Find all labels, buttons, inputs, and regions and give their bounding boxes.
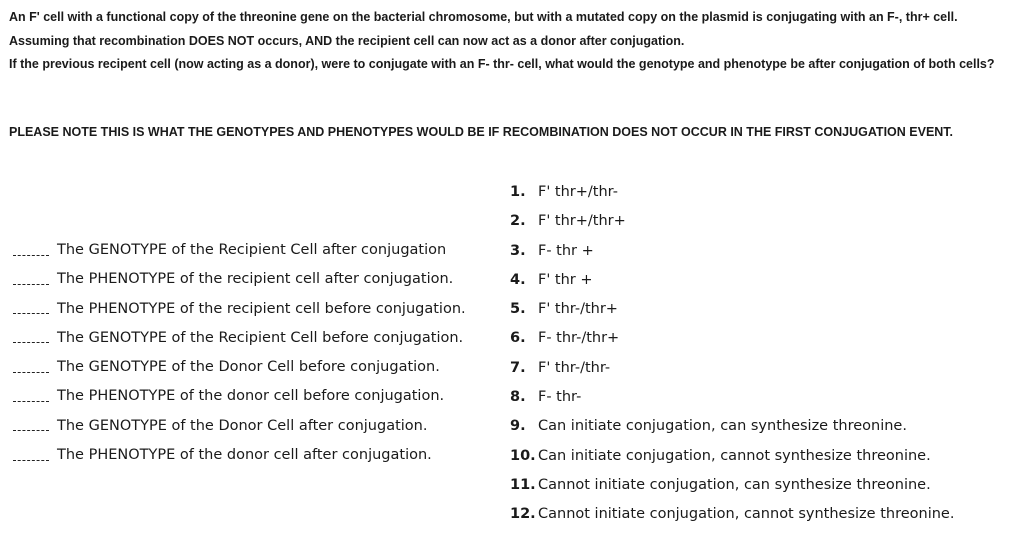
prompt-row [13,412,493,441]
option-item [510,442,1015,471]
prompt-row [13,236,493,265]
option-text: Cannot initiate conjugation, can synthesize threonine. [538,476,931,493]
prompt-label: The PHENOTYPE of the recipient cell after conjugation. [57,271,454,288]
prompt-label: The PHENOTYPE of the donor cell before conjugation. [57,388,445,405]
option-item [510,412,1015,441]
option-number: 2. [510,213,526,230]
option-text: F' thr+/thr- [538,184,618,200]
prompt-label: The GENOTYPE of the Donor Cell after conjugation. [57,417,428,434]
option-number: 7. [510,359,526,376]
option-number: 6. [510,330,526,347]
option-text: Can initiate conjugation, cannot synthesize threonine. [538,447,931,464]
option-number: 10. [510,447,536,464]
option-text: F' thr-/thr- [538,359,611,376]
option-number: 1. [510,184,526,200]
matching-prompts [13,236,493,470]
prompt-label: The PHENOTYPE of the donor cell after conjugation. [57,447,432,464]
option-item [510,471,1015,500]
option-item [510,500,1015,529]
option-item [510,266,1015,295]
prompt-label: The PHENOTYPE of the recipient cell before conjugation. [57,300,466,317]
answer-blank[interactable] [13,284,49,285]
prompt-label: The GENOTYPE of the Donor Cell before conjugation. [57,359,440,376]
option-number: 4. [510,271,526,288]
answer-options-list [510,178,1015,530]
answer-blank[interactable] [13,255,49,256]
option-item [510,383,1015,412]
option-text: F' thr + [538,271,593,288]
option-text: F' thr-/thr+ [538,301,618,318]
prompt-row [13,382,493,411]
prompt-row [13,353,493,382]
answer-blank[interactable] [13,460,49,461]
option-number: 12. [510,506,536,523]
answer-blank[interactable] [13,313,49,314]
question-paragraph-2: If the previous recipent cell (now acting as a donor), were to conjugate with an F- thr- cell, what would the genotype and phenotype be after conjugation of both cells? [9,57,995,71]
option-number: 3. [510,242,526,259]
prompt-row [13,265,493,294]
prompt-row [13,295,493,324]
option-number: 9. [510,418,526,435]
option-item [510,295,1015,324]
option-number: 11. [510,476,536,493]
prompt-row [13,324,493,353]
prompt-label: The GENOTYPE of the Recipient Cell after conjugation [57,242,447,258]
option-text: Cannot initiate conjugation, cannot synthesize threonine. [538,506,955,523]
option-text: F- thr + [538,242,594,259]
option-item [510,237,1015,266]
option-number: 5. [510,301,526,318]
option-item [510,354,1015,383]
option-text: Can initiate conjugation, can synthesize threonine. [538,418,907,435]
answer-blank[interactable] [13,372,49,373]
note-text: PLEASE NOTE THIS IS WHAT THE GENOTYPES AND PHENOTYPES WOULD BE IF RECOMBINATION DOES NOT OCCUR IN THE FIRST CONJUGATION EVENT. [9,125,954,139]
option-text: F' thr+/thr+ [538,213,626,230]
answer-blank[interactable] [13,401,49,402]
answer-blank[interactable] [13,342,49,343]
prompt-label: The GENOTYPE of the Recipient Cell before conjugation. [57,329,464,346]
option-text: F- thr-/thr+ [538,330,620,347]
option-item [510,178,1015,207]
question-text [9,6,1014,77]
prompt-row [13,441,493,470]
option-text: F- thr- [538,389,582,406]
note-section [9,121,1014,145]
option-item [510,207,1015,236]
answer-blank[interactable] [13,430,49,431]
option-number: 8. [510,389,526,406]
option-item [510,324,1015,353]
question-paragraph-1: An F' cell with a functional copy of the threonine gene on the bacterial chromosome, but with a mutated copy on the plasmid is conjugating with an F-, thr+ cell. Assuming that recombination DOES NOT occurs, AND the recipient cell can now act as a donor after conjugation. [9,10,958,48]
